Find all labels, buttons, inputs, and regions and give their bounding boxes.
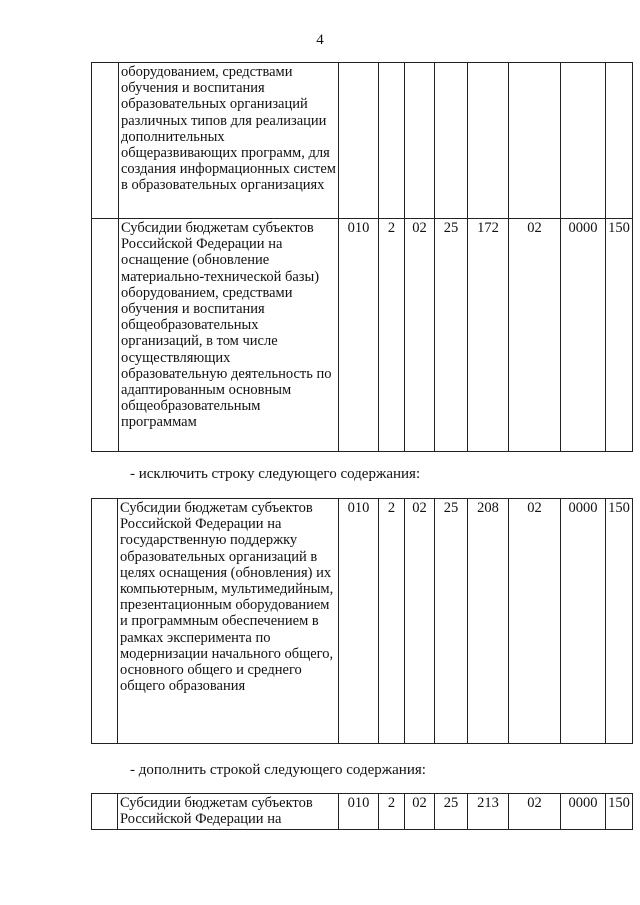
description-cell: Субсидии бюджетам субъектов Российской Федерации на xyxy=(118,794,339,830)
code-cell xyxy=(468,63,509,219)
code-cell: 010 xyxy=(339,219,379,452)
code-cell: 010 xyxy=(339,794,379,830)
table-row xyxy=(92,219,633,452)
code-cell: 02 xyxy=(509,794,561,830)
code-cell: 0000 xyxy=(561,794,606,830)
instruction-add: - дополнить строкой следующего содержания: xyxy=(130,762,426,778)
code-cell: 25 xyxy=(435,794,468,830)
code-cell xyxy=(405,63,435,219)
table-row xyxy=(92,794,633,830)
code-cell xyxy=(379,63,405,219)
table-row xyxy=(92,63,633,219)
code-cell: 25 xyxy=(435,499,468,744)
code-cell: 2 xyxy=(379,219,405,452)
code-cell: 02 xyxy=(405,794,435,830)
number-cell xyxy=(92,63,119,219)
description-cell: Субсидии бюджетам субъектов Российской Федерации на государственную поддержку образовательных организаций в целях оснащения (обновления) их компьютерным, мультимедийным, презентационным оборудованием и программным обеспечением в рамках эксперимента по модернизации начального общего, основного общего и среднего общего образования xyxy=(118,499,339,744)
code-cell: 25 xyxy=(435,219,468,452)
number-cell xyxy=(92,499,118,744)
code-cell: 172 xyxy=(468,219,509,452)
code-cell: 150 xyxy=(606,499,633,744)
code-cell: 02 xyxy=(405,219,435,452)
code-cell: 02 xyxy=(509,499,561,744)
description-cell: Субсидии бюджетам субъектов Российской Федерации на оснащение (обновление материально-технической базы) оборудованием, средствами обучения и воспитания общеобразовательных организаций, в том числе осуществляющих образовательную деятельность по адаптированным основным общеобразовательным программам xyxy=(119,219,339,452)
code-cell: 02 xyxy=(405,499,435,744)
budget-table-top xyxy=(91,62,633,452)
budget-table-exclude xyxy=(91,498,633,744)
description-cell: оборудованием, средствами обучения и воспитания образовательных организаций различных типов для реализации дополнительных общеразвивающих программ, для создания информационных систем в образовательных организациях xyxy=(119,63,339,219)
budget-table-add xyxy=(91,793,633,830)
code-cell: 0000 xyxy=(561,219,606,452)
page-number: 4 xyxy=(316,32,324,48)
code-cell: 150 xyxy=(606,219,633,452)
code-cell xyxy=(339,63,379,219)
code-cell: 2 xyxy=(379,794,405,830)
code-cell: 02 xyxy=(509,219,561,452)
code-cell xyxy=(435,63,468,219)
code-cell xyxy=(509,63,561,219)
number-cell xyxy=(92,219,119,452)
code-cell: 2 xyxy=(379,499,405,744)
code-cell: 0000 xyxy=(561,499,606,744)
code-cell: 150 xyxy=(606,794,633,830)
code-cell xyxy=(606,63,633,219)
code-cell: 213 xyxy=(468,794,509,830)
code-cell: 010 xyxy=(339,499,379,744)
number-cell xyxy=(92,794,118,830)
table-row xyxy=(92,499,633,744)
code-cell xyxy=(561,63,606,219)
instruction-exclude: - исключить строку следующего содержания: xyxy=(130,466,421,482)
code-cell: 208 xyxy=(468,499,509,744)
